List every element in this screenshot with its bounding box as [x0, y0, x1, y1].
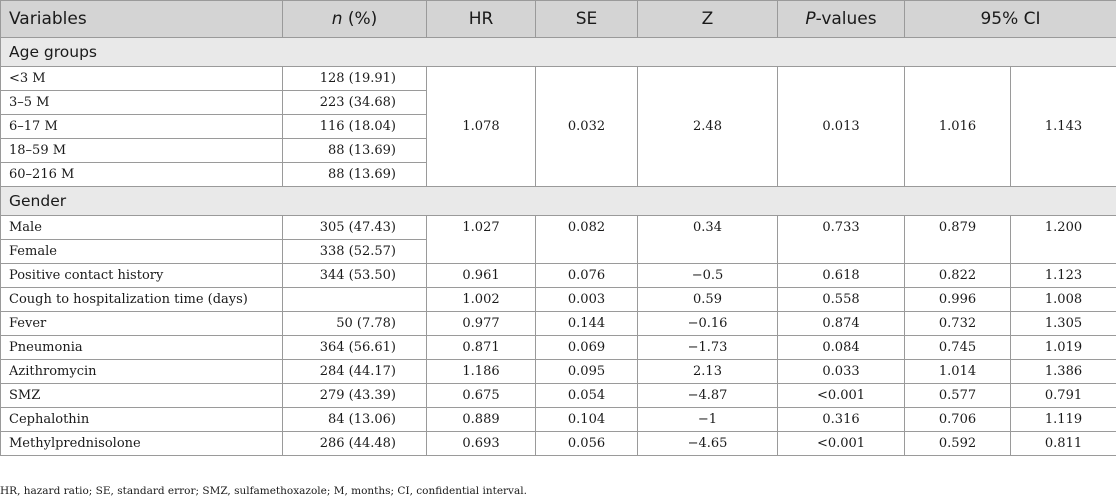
header-n-percent: n (%) — [283, 1, 427, 38]
age-ci-high: 1.143 — [1011, 67, 1116, 187]
row-label: 60–216 M — [1, 163, 283, 187]
row-n: 88 (13.69) — [283, 163, 427, 187]
row-label: SMZ — [1, 384, 283, 408]
section-label-gender: Gender — [1, 187, 1116, 216]
row-ci-low: 0.577 — [905, 384, 1011, 408]
row-p: 0.084 — [778, 336, 905, 360]
row-z: −1.73 — [638, 336, 778, 360]
row-ci-high: 1.008 — [1011, 288, 1116, 312]
section-label-age: Age groups — [1, 38, 1116, 67]
row-hr: 0.889 — [427, 408, 536, 432]
row-n: 286 (44.48) — [283, 432, 427, 456]
row-hr: 1.002 — [427, 288, 536, 312]
row-z: −0.5 — [638, 264, 778, 288]
row-p: <0.001 — [778, 384, 905, 408]
table-row — [1, 384, 1116, 408]
row-label: <3 M — [1, 67, 283, 91]
header-row — [1, 1, 1116, 38]
table-row — [1, 312, 1116, 336]
row-label: Male — [1, 216, 283, 240]
gender-ci-high: 1.200 — [1011, 216, 1116, 264]
age-se: 0.032 — [536, 67, 638, 187]
row-n: 305 (47.43) — [283, 216, 427, 240]
row-p: 0.874 — [778, 312, 905, 336]
row-label: Cephalothin — [1, 408, 283, 432]
row-se: 0.076 — [536, 264, 638, 288]
row-n: 88 (13.69) — [283, 139, 427, 163]
row-hr: 0.961 — [427, 264, 536, 288]
row-ci-low: 0.706 — [905, 408, 1011, 432]
row-n: 128 (19.91) — [283, 67, 427, 91]
table-row — [1, 216, 1116, 240]
row-hr: 0.675 — [427, 384, 536, 408]
row-z: 2.13 — [638, 360, 778, 384]
row-hr: 0.977 — [427, 312, 536, 336]
row-label: 3–5 M — [1, 91, 283, 115]
row-ci-low: 0.822 — [905, 264, 1011, 288]
row-ci-high: 1.305 — [1011, 312, 1116, 336]
gender-p: 0.733 — [778, 216, 905, 264]
row-se: 0.069 — [536, 336, 638, 360]
header-z: Z — [638, 1, 778, 38]
row-z: −1 — [638, 408, 778, 432]
row-ci-low: 0.732 — [905, 312, 1011, 336]
table-row — [1, 336, 1116, 360]
row-ci-high: 1.019 — [1011, 336, 1116, 360]
simple-rows — [1, 264, 1116, 456]
gender-hr: 1.027 — [427, 216, 536, 264]
header-se: SE — [536, 1, 638, 38]
row-label: 18–59 M — [1, 139, 283, 163]
row-label: Fever — [1, 312, 283, 336]
row-n: 50 (7.78) — [283, 312, 427, 336]
gender-z: 0.34 — [638, 216, 778, 264]
table-row — [1, 408, 1116, 432]
row-n: 344 (53.50) — [283, 264, 427, 288]
row-z: −4.87 — [638, 384, 778, 408]
gender-ci-low: 0.879 — [905, 216, 1011, 264]
section-row-age — [1, 38, 1116, 67]
row-z: 0.59 — [638, 288, 778, 312]
row-se: 0.003 — [536, 288, 638, 312]
row-ci-high: 1.123 — [1011, 264, 1116, 288]
row-ci-high: 0.811 — [1011, 432, 1116, 456]
row-ci-low: 0.745 — [905, 336, 1011, 360]
row-se: 0.056 — [536, 432, 638, 456]
table-footnote: HR, hazard ratio; SE, standard error; SMZ, sulfamethoxazole; M, months; CI, confidential interval. — [0, 485, 527, 497]
section-row-gender — [1, 187, 1116, 216]
row-ci-high: 0.791 — [1011, 384, 1116, 408]
row-n: 279 (43.39) — [283, 384, 427, 408]
table-row — [1, 288, 1116, 312]
row-label: Azithromycin — [1, 360, 283, 384]
header-ci: 95% CI — [905, 1, 1116, 38]
row-z: −4.65 — [638, 432, 778, 456]
row-n: 338 (52.57) — [283, 240, 427, 264]
row-ci-high: 1.386 — [1011, 360, 1116, 384]
header-p-values: P-values — [778, 1, 905, 38]
row-label: 6–17 M — [1, 115, 283, 139]
row-p: <0.001 — [778, 432, 905, 456]
age-z: 2.48 — [638, 67, 778, 187]
row-p: 0.316 — [778, 408, 905, 432]
row-n: 223 (34.68) — [283, 91, 427, 115]
gender-se: 0.082 — [536, 216, 638, 264]
row-label: Pneumonia — [1, 336, 283, 360]
row-se: 0.144 — [536, 312, 638, 336]
age-ci-low: 1.016 — [905, 67, 1011, 187]
row-label: Cough to hospitalization time (days) — [1, 288, 283, 312]
row-se: 0.095 — [536, 360, 638, 384]
header-variables: Variables — [1, 1, 283, 38]
age-hr: 1.078 — [427, 67, 536, 187]
row-se: 0.104 — [536, 408, 638, 432]
row-hr: 0.871 — [427, 336, 536, 360]
row-n — [283, 288, 427, 312]
age-p: 0.013 — [778, 67, 905, 187]
row-ci-high: 1.119 — [1011, 408, 1116, 432]
row-z: −0.16 — [638, 312, 778, 336]
table-row — [1, 67, 1116, 91]
row-label: Female — [1, 240, 283, 264]
table-row — [1, 432, 1116, 456]
row-se: 0.054 — [536, 384, 638, 408]
row-ci-low: 0.592 — [905, 432, 1011, 456]
row-n: 284 (44.17) — [283, 360, 427, 384]
row-ci-low: 0.996 — [905, 288, 1011, 312]
row-label: Methylprednisolone — [1, 432, 283, 456]
row-hr: 1.186 — [427, 360, 536, 384]
row-label: Positive contact history — [1, 264, 283, 288]
row-p: 0.618 — [778, 264, 905, 288]
row-p: 0.033 — [778, 360, 905, 384]
row-ci-low: 1.014 — [905, 360, 1011, 384]
table-row — [1, 264, 1116, 288]
table-row — [1, 360, 1116, 384]
row-n: 364 (56.61) — [283, 336, 427, 360]
row-hr: 0.693 — [427, 432, 536, 456]
row-p: 0.558 — [778, 288, 905, 312]
row-n: 84 (13.06) — [283, 408, 427, 432]
row-n: 116 (18.04) — [283, 115, 427, 139]
header-hr: HR — [427, 1, 536, 38]
